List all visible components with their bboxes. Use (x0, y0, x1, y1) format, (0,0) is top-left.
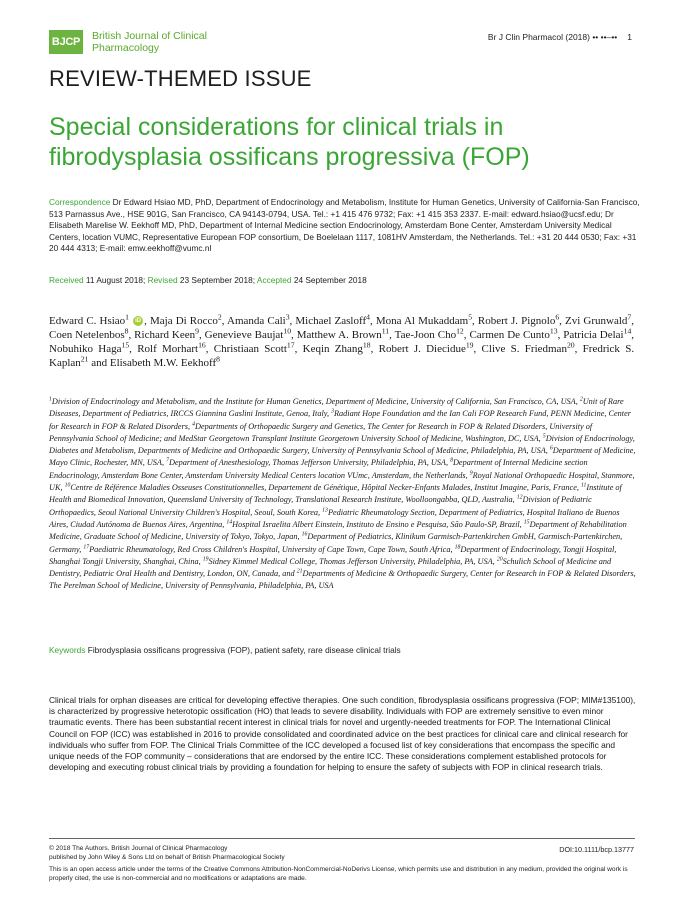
affiliation-number: 1 (49, 396, 52, 403)
author-name: Carmen De Cunto (469, 329, 550, 341)
author-affiliation-ref: 14 (623, 326, 632, 336)
author-affiliation-ref: 7 (627, 312, 632, 322)
correspondence-label: Correspondence (49, 197, 111, 207)
citation-info: Br J Clin Pharmacol (2018) •• ••–•• (487, 32, 618, 42)
author-affiliation-ref: 15 (121, 340, 130, 350)
running-head (440, 32, 632, 42)
author-name: Michael Zasloff (295, 315, 367, 327)
author-affiliation-ref: 4 (366, 312, 370, 322)
affiliation-text: Sidney Kimmel Medical College, Thomas Jefferson University, Philadelphia, PA, USA, (208, 556, 495, 566)
revised-date: 23 September 2018; (179, 275, 256, 285)
affiliation-text: Department of Internal Medicine section Endocrinology, Amsterdam Bone Center, Amsterdam University Medical Centers location VUmc, Amsterdam, the Netherlands, (49, 458, 588, 480)
author-name: Matthew A. Brown (296, 329, 382, 341)
author-name: Christiaan Scott (213, 343, 287, 355)
author-name: Mona Al Mukaddam (375, 315, 469, 327)
correspondence-text: Dr Edward Hsiao MD, PhD, Department of Endocrinology and Metabolism, Institute for Human Genetics, University of California-San Francisco, 513 Parnassus Ave., HSE 901G, San Francisco, CA 94143-0794, USA. Tel.: +1 415 476 9732; Fax: +1 415 353 2337. E-mail: edward.hsiao@ucsf.edu; Dr Elisabeth Marelise W. Eekhoff MD, PhD, Department of Internal Medicine section Endocrinology, Amsterdam Bone Center, Amsterdam University Medical Centers, location VUMC, Representative European FOP consortium, De Boelelaan 1117, 1081HV Amsterdam, the Netherlands. Tel.: +31 20 444 0530; Fax: +31 20 444 4313; E-mail: emw.eekhoff@vumc.nl (49, 197, 640, 253)
author-affiliation-ref: 21 (80, 354, 89, 364)
author-name: Fredrick S. Kaplan (49, 343, 635, 369)
author-affiliation-ref: 16 (198, 340, 206, 350)
affiliation-number: 13 (322, 506, 328, 513)
author-name: Clive S. Friedman (481, 343, 567, 355)
author-name: Elisabeth M.W. Eekhoff (109, 357, 217, 369)
affiliation-text: Paediatric Rheumatology, Red Cross Children's Hospital, University of Cape Town, Cape Town, South Africa, (89, 544, 453, 554)
author-name: Richard Keen (134, 329, 196, 341)
affiliation-number: 6 (549, 445, 553, 452)
author-name: Tae-Joon Cho (394, 329, 457, 341)
affiliation-number: 3 (331, 408, 334, 415)
author-name: Genevieve Baujat (204, 329, 284, 341)
issue-type-heading: REVIEW-THEMED ISSUE (49, 66, 312, 91)
license-text: This is an open access article under the terms of the Creative Commons Attribution-NonCommercial-NoDerivs License, which permits use and distribution in any medium, provided the original work is properly cited, the use is non-commercial and no modifications or adaptations are made. (49, 866, 628, 882)
copyright-line: © 2018 The Authors. British Journal of Clinical Pharmacology (49, 845, 228, 852)
affiliation-text: Division of Endocrinology and Metabolism, and the Institute for Human Genetics, Department of Medicine, University of California, San Francisco, CA, USA, (51, 397, 578, 406)
author-rest-list: , Maja Di Rocco$^2$, Amanda Cali$^3$, Michael Zasloff$^4$, Mona Al Mukaddam$^5$, Robert J. Pignolo$^6$, Zvi Grunwald$^7$, Coen Netelenbos$^8$, Richard Keen$^9$, Genevieve Baujat$^{10}$, Matthew A. Brown$^{11}$, Tae-Joon Cho$^{12}$, Carmen De Cunto$^{13}$, Patricia Delai$^{14}$, Nobuhiko Haga$^{15}$, Rolf Morhart$^{16}$, Christiaan Scott$^{17}$, Keqin Zhang$^{18}$, Robert J. Diecidue$^{19}$, Clive S. Friedman$^{20}$, Fredrick S. Kaplan$^{21}$ (49, 312, 635, 369)
footer-divider (49, 838, 635, 839)
author-name: Amanda Cali (227, 315, 286, 327)
footer-copyright-block (49, 845, 519, 862)
affiliation-number: 21 (296, 568, 303, 575)
affiliation-text: Departments of Orthopaedic Surgery and Genetics, The Center for Research in FOP & Related Disorders, University of Pennsylvania School of Medicine; and MedStar Georgetown Transplant Institute Georgetown University School of Medicine, Washington, DC, USA, (49, 421, 593, 443)
affiliation-text: Department of Anesthesiology, Thomas Jefferson University, Philadelphia, PA, USA, (168, 458, 449, 468)
affiliation-text: Department of Medicine, Mayo Clinic, Rochester, MN, USA, (49, 446, 636, 468)
affiliation-text: Schulich School of Medicine and Dentistry, Pediatric Oral Health and Dentistry, London, ON, Canada, and (49, 556, 612, 579)
affiliation-text: Centre de Référence Maladies Osseuses Constitutionnelles, Departement de Génétique, Hôpital Necker-Enfants Malades, Institut Imagine, Paris, France, (70, 483, 579, 493)
affiliation-text: Pediatric Rheumatology Section, Department of Pediatrics, Hospital Italiano de Buenos Aires, Ciudad Autónoma de Buenos Aires, Argentina, (49, 507, 620, 529)
author-name: Nobuhiko Haga (49, 343, 122, 355)
doi-link[interactable]: DOI:10.1111/bcp.13777 (559, 845, 634, 854)
affiliation-number: 12 (516, 494, 523, 501)
author-name: Maja Di Rocco (149, 315, 218, 327)
author-affiliation-ref: 5 (468, 312, 473, 322)
author-affiliation-ref: 3 (285, 312, 290, 322)
affiliation-text: Division of Endocrinology, Diabetes and Metabolism, Departments of Medicine and Orthopaedic Surgery, University of Pennsylvania School of Medicine, Philadelphia, PA, USA, (49, 433, 635, 456)
affiliation-number: 16 (301, 531, 308, 538)
keywords-label: Keywords (49, 645, 86, 655)
author-affiliation-ref: 11 (381, 326, 390, 336)
accepted-date: 24 September 2018 (293, 275, 367, 285)
affiliation-number: 11 (580, 482, 587, 489)
affiliation-text: Department of Endocrinology, Tongji Hospital, Shanghai Tongji University, Shanghai, China, (49, 544, 617, 566)
author-affiliation-ref: 17 (286, 340, 295, 350)
keywords-text: Fibrodysplasia ossificans progressiva (FOP), patient safety, rare disease clinical trials (87, 645, 401, 655)
author-affiliation-ref: 2 (217, 312, 222, 322)
author-affiliation-ref: 20 (566, 340, 575, 350)
affiliation-text: Institute of Health and Biomedical Innovation, Queensland University of Technology, Translational Research Institute, Woolloongabba, QLD, Australia, (49, 483, 622, 505)
affiliation-text: Royal National Orthopaedic Hospital, Stanmore, UK, (49, 470, 635, 493)
affiliation-text: Unit of Rare Diseases, Department of Pediatrics, IRCCS Giannina Gaslini Institute, Genoa, Italy, (49, 397, 624, 419)
author-name: Rolf Morhart (137, 343, 199, 355)
author-name: Edward C. Hsiao (49, 315, 126, 327)
affiliation-number: 4 (192, 420, 196, 427)
affiliation-text: Radiant Hope Foundation and the Ian Cali FOP Research Fund, PENN Medicine, Center for Research in FOP & Related Disorders, (49, 409, 631, 431)
abstract-text: Clinical trials for orphan diseases are critical for developing effective therapies. One such condition, fibrodysplasia ossificans progressiva (FOP; MIM#135100), is characterized by progressive heterotopic ossification (HO) that leads to severe disability. Individuals with FOP are extremely sensitive to even minor traumatic events. There has been substantial recent interest in clinical trials for novel and urgently-needed treatments for FOP. The International Clinical Council on FOP (ICC) was established in 2016 to provide consolidated and coordinated advice on the best practices for clinical care and clinical research for individuals who suffer from FOP. The Clinical Trials Committee of the ICC developed a focused list of key considerations that encompass the specific and unique needs of the FOP community – considerations that are endorsed by the entire ICC. These considerations complement established protocols for developing and executing robust clinical trials by providing a foundation for helping to ensure the safety of subjects with FOP in clinical research trials. (49, 695, 636, 773)
revised-label: Revised (147, 275, 178, 285)
affiliation-text: Department of Rehabilitation Medicine, Graduate School of Medicine, University of Tokyo, Tokyo, Japan, (49, 519, 627, 542)
author-affiliation-ref: 19 (465, 340, 474, 350)
author-affiliation-ref: 9 (195, 326, 199, 336)
affiliation-number: 15 (523, 519, 530, 526)
received-label: Received (49, 275, 84, 285)
author-affiliation-ref: 8 (216, 354, 221, 364)
author-name: Robert J. Pignolo (477, 315, 556, 327)
affiliation-number: 18 (454, 543, 461, 550)
publisher-line: published by John Wiley & Sons Ltd on behalf of British Pharmacological Society (49, 853, 285, 861)
author-affiliation-ref: 1 (125, 312, 130, 322)
author-affiliation-ref: 13 (549, 326, 558, 336)
author-affiliation-ref: 6 (555, 312, 560, 322)
affiliation-number: 8 (450, 457, 453, 464)
author-name: Coen Netelenbos (49, 329, 125, 341)
journal-name: British Journal of Clinical Pharmacology (92, 30, 207, 54)
affiliation-text: Departments of Medicine & Orthopaedic Surgery, Center for Research in FOP & Related Disorders, The Perelman School of Medicine, University of Pennsylvania, Philadelphia, PA, USA (49, 569, 636, 591)
correspondence-block (49, 197, 641, 255)
author-affiliation-ref: 18 (362, 340, 371, 350)
keywords-block (49, 645, 641, 656)
journal-logo: BJCP (49, 30, 83, 54)
history-dates (49, 275, 641, 286)
author-name: Robert J. Diecidue (378, 343, 466, 355)
affiliation-text: Department of Pediatrics, Klinikum Garmisch-Partenkirchen GmbH, Garmisch-Partenkirchen, Germany, (49, 532, 623, 554)
affiliation-number: 7 (166, 457, 169, 464)
author-name: Patricia Delai (563, 329, 624, 341)
affiliation-number: 10 (64, 482, 71, 489)
affiliation-number: 19 (202, 556, 209, 563)
orcid-icon[interactable]: iD (135, 318, 142, 325)
author-affiliation-ref: 10 (283, 326, 292, 336)
affiliation-text: Division of Pediatric Orthopaedics, Seoul National University Children's Hospital, Seoul, South Korea, (49, 495, 592, 517)
affiliation-number: 5 (542, 433, 546, 440)
author-affiliation-ref: 8 (124, 326, 129, 336)
affiliation-number: 9 (469, 470, 473, 477)
affiliations-block (49, 396, 637, 593)
affiliation-text: Hospital Israelita Albert Einstein, Instituto de Ensino e Pesquisa, São Paulo-SP, Brazil, (232, 519, 522, 529)
affiliation-number: 14 (226, 519, 233, 526)
affiliation-number: 20 (496, 556, 503, 563)
author-affiliation-ref: 12 (456, 326, 464, 336)
page-number: 1 (627, 32, 632, 42)
author-name: Keqin Zhang (302, 343, 363, 355)
author-list (49, 314, 634, 370)
author-name: Zvi Grunwald (565, 315, 628, 327)
accepted-label: Accepted (256, 275, 292, 285)
article-title: Special considerations for clinical trials in fibrodysplasia ossificans progressiva (FOP) (49, 113, 530, 171)
affiliation-number: 2 (579, 396, 583, 403)
affiliation-number: 17 (83, 543, 90, 550)
author-conjunction: and (91, 357, 108, 369)
received-date: 11 August 2018; (85, 275, 146, 285)
